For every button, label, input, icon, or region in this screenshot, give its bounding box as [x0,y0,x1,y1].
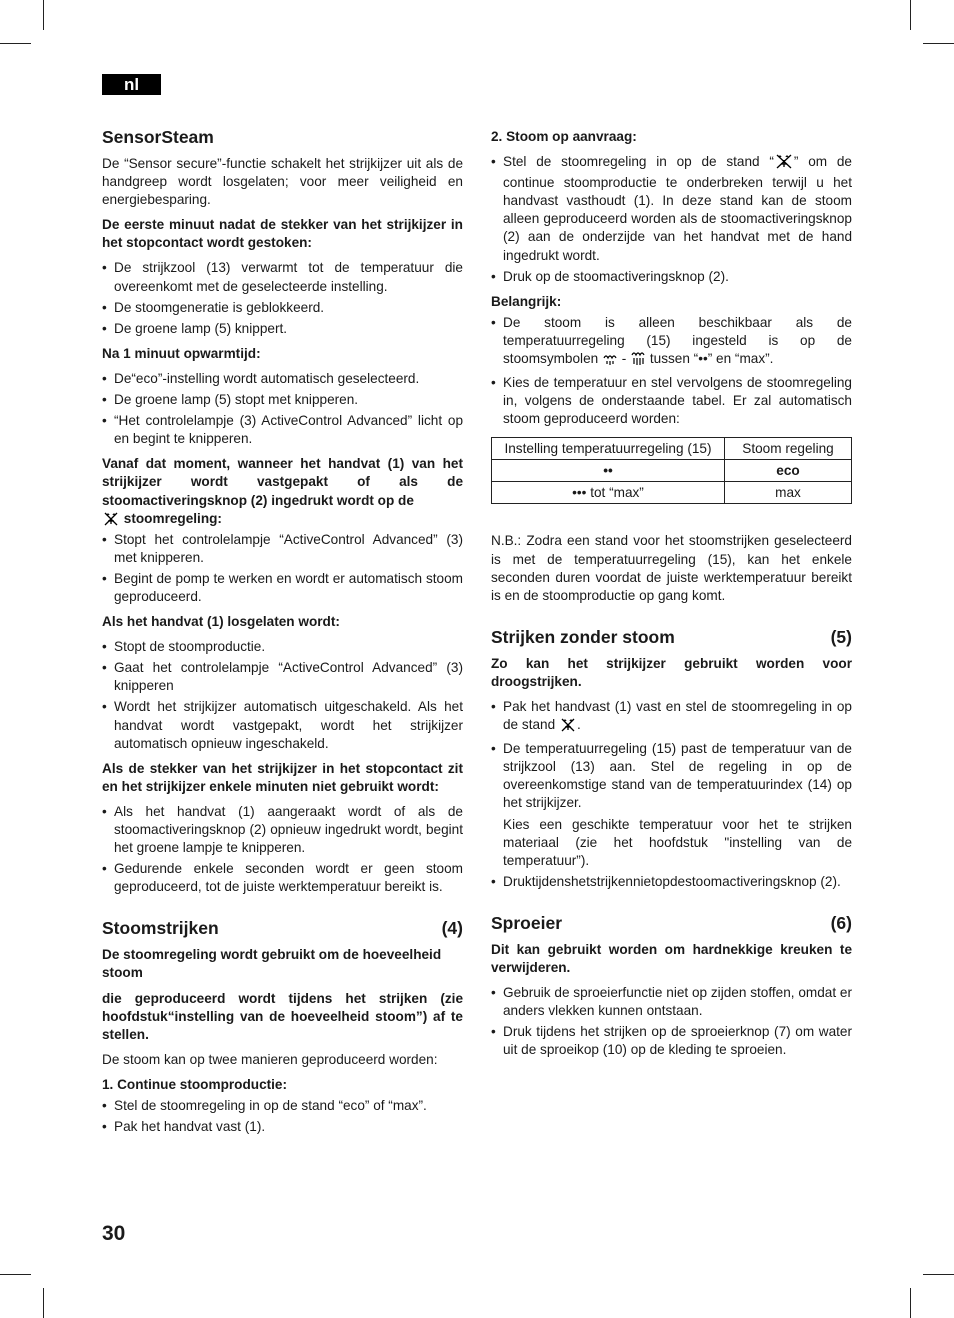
paragraph-bold: 2. Stoom op aanvraag: [491,129,637,144]
table-cell: •• [492,460,725,482]
paragraph-bold: Vanaf dat moment, wanneer het handvat (1) van het strijkijzer wordt vastgepakt of als de stoomactiveringsknop (2) ingedrukt wordt op de stoomregeling: [102,455,463,530]
paragraph-bold: Als de stekker van het strijkijzer in het stopcontact zit en het strijkijzer enkele minuten niet gebruikt wordt: [102,760,463,794]
table-cell: max [725,482,852,504]
list-item: • De groene lamp (5) knippert. [102,320,463,338]
list-item: • Gaat het controlelampje “ActiveControl Advanced” (3) knipperen [102,659,463,695]
bullet-list [491,984,852,1059]
paragraph: N.B.: Zodra een stand voor het stoomstrijken geselecteerd is met de temperatuurregeling (15), kan het enkele seconden duren voordat de juiste werktemperatuur bereikt is en de stoomproductie op gang komt. [491,533,852,603]
crop-mark [0,1274,31,1275]
crop-mark [910,0,911,30]
left-column [102,125,463,1143]
bullet-list [102,370,463,448]
bullet-list [102,1097,463,1136]
section-title-sensorsteam: SensorSteam [102,127,214,147]
list-item: • Stopt de stoomproductie. [102,638,463,656]
list-item: • Wordt het strijkijzer automatisch uitgeschakeld. Als het handvat wordt vastgepakt, wordt het strijkijzer automatisch opnieuw ingeschakeld. [102,698,463,752]
paragraph-bold: 1. Continue stoomproductie: [102,1076,288,1092]
bullet-list [102,259,463,337]
bullet-list [102,803,463,896]
crop-mark [0,43,31,44]
paragraph-bold: Belangrijk: [491,293,562,309]
table-header: Stoom regeling [725,438,852,460]
paragraph-bold: die geproduceerd wordt tijdens het strijken (zie hoofdstuk“instelling van de hoeveelheid stoom”) af te stellen. [102,990,463,1042]
list-item: • De stoom is alleen beschikbaar als de temperatuurregeling (15) ingesteld is op de stoomsymbolen - tussen “••” en “max”. [491,314,852,371]
bullet-list [102,638,463,753]
list-item: • De temperatuurregeling (15) past de temperatuur van de strijkzool (13) aan. Stel de regeling in op de overeenkomstige stand van de temperatuurindex (14) op het strijkijzer. Kies een geschikte temperatuur voor het te strijken materiaal (zie het hoofdstuk "instelling van de temperatuur”). [491,740,852,870]
steam-settings-table [491,437,852,504]
paragraph-bold: Zo kan het strijkijzer gebruikt worden voor droogstrijken. [491,655,852,689]
section-title-strijken-zonder-stoom: Strijken zonder stoom (5) [491,626,852,647]
list-item: • Stel de stoomregeling in op de stand “ ” om de continue stoomproductie te onderbreken terwijl u het handvast vasthoudt (1). In deze stand kan de stoom alleen geproduceerd worden als de stoomactiveringsknop (2) aan de onderzijde van het handvat met de hand ingedrukt wordt. [491,153,852,265]
paragraph-bold: Na 1 minuut opwarmtijd: [102,345,261,361]
bullet-list [491,314,852,429]
list-item: • De stoomgeneratie is geblokkeerd. [102,299,463,317]
crop-mark [923,43,954,44]
section-title-stoomstrijken: Stoomstrijken (4) [102,918,463,939]
paragraph-bold: Als het handvat (1) losgelaten wordt: [102,614,340,630]
paragraph: De stoom kan op twee manieren geproduceerd worden: [102,1051,438,1067]
list-item: • De“eco”-instelling wordt automatisch geselecteerd. [102,370,463,388]
paragraph: De “Sensor secure”-functie schakelt het strijkijzer uit als de handgreep wordt losgelaten; voor meer veiligheid en energiebesparing. [102,156,463,208]
table-cell: ••• tot “max” [492,482,725,504]
list-item: • De groene lamp (5) stopt met knipperen. [102,391,463,409]
page-number: 30 [102,1222,126,1245]
list-item: • Gebruik de sproeierfunctie niet op zijden stoffen, omdat er anders vlekken kunnen ontstaan. [491,984,852,1020]
bullet-list [491,698,852,891]
list-item: • Kies de temperatuur en stel vervolgens de stoomregeling in, volgens de onderstaande tabel. Er zal automatisch stoom geproduceerd worden: [491,374,852,428]
table-row [492,460,852,482]
paragraph-bold: De eerste minuut nadat de stekker van het strijkijzer in het stopcontact wordt gestoken: [102,217,463,251]
crop-mark [43,0,44,30]
steam-low-icon [602,352,618,371]
table-header: Instelling temperatuurregeling (15) [492,438,725,460]
list-item: • Stopt het controlelampje “ActiveControl Advanced” (3) met knipperen. [102,531,463,567]
list-item: • Druk op de stoomactiveringsknop (2). [491,268,852,286]
list-item: • Als het handvat (1) aangeraakt wordt of als de stoomactiveringsknop (2) opnieuw ingedrukt wordt, begint het groene lampje te knipperen. [102,803,463,857]
list-item: • Begint de pomp te werken en wordt er automatisch stoom geproduceerd. [102,570,463,606]
bullet-list [491,153,852,286]
steam-high-icon [630,350,646,371]
steam-off-icon [559,718,577,737]
list-item: • Pak het handvast (1) vast en stel de stoomregeling in op de stand . [491,698,852,737]
table-row [492,482,852,504]
crop-mark [910,1288,911,1318]
paragraph-bold: Dit kan gebruikt worden om hardnekkige kreuken te verwijderen. [491,941,852,975]
list-item: • “Het controlelampje (3) ActiveControl Advanced” licht op en begint te knipperen. [102,412,463,448]
list-item: • Druk tijdens het strijken op de sproeierknop (7) om water uit de sproeikop (10) op de kleding te sproeien. [491,1023,852,1059]
language-tab: nl [102,74,161,95]
list-item: • Gedurende enkele seconden wordt er geen stoom geproduceerd, tot de juiste werktemperatuur bereikt is. [102,860,463,896]
paragraph-bold: De stoomregeling wordt gebruikt om de hoeveelheid stoom [102,947,442,981]
list-item: • Pak het handvat vast (1). [102,1118,463,1136]
right-column [491,128,852,1066]
steam-off-icon [774,154,794,174]
section-title-sproeier: Sproeier (6) [491,912,852,933]
bullet-list [102,531,463,606]
table-cell: eco [725,460,852,482]
list-item: • De strijkzool (13) verwarmt tot de temperatuur die overeenkomt met de geselecteerde instelling. [102,259,463,295]
table-header-row [492,438,852,460]
crop-mark [43,1288,44,1318]
list-item: • Druktijdenshetstrijkennietopdestoomactiveringsknop (2). [491,873,852,891]
steam-off-icon [102,512,120,531]
list-item: • Stel de stoomregeling in op de stand “eco” of “max”. [102,1097,463,1115]
crop-mark [923,1274,954,1275]
